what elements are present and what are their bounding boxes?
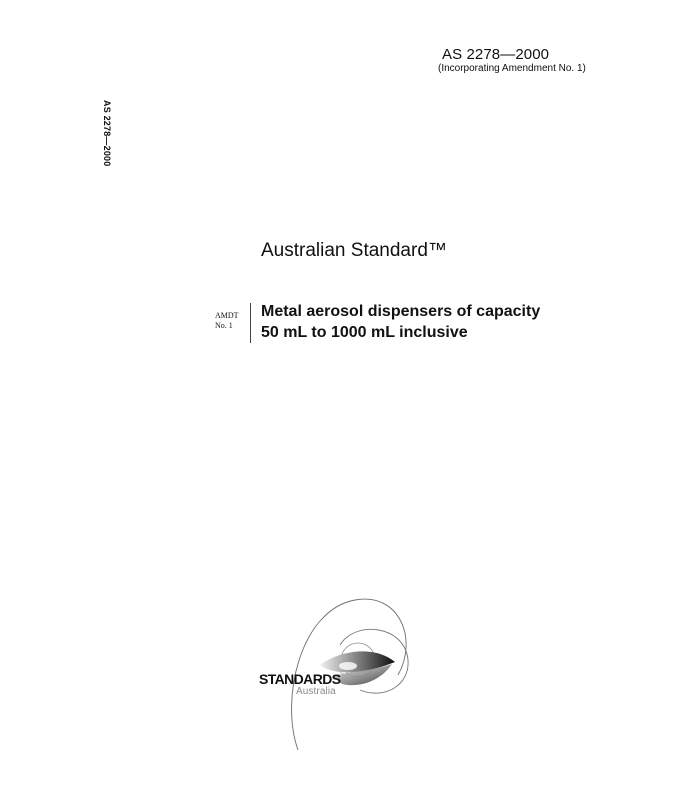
logo-wordmark: STANDARDS bbox=[259, 671, 341, 687]
amendment-marker-label: AMDT bbox=[215, 311, 239, 320]
title-line-2: 50 mL to 1000 mL inclusive bbox=[261, 324, 468, 341]
title-line-1: Metal aerosol dispensers of capacity bbox=[261, 303, 541, 320]
standard-type-heading: Australian Standard™ bbox=[261, 240, 447, 261]
amendment-marker bbox=[215, 311, 239, 331]
amendment-rule bbox=[250, 303, 251, 343]
amendment-note: (Incorporating Amendment No. 1) bbox=[438, 63, 586, 74]
document-number: AS 2278—2000 bbox=[442, 46, 550, 63]
document-title bbox=[261, 301, 540, 343]
amendment-marker-number: No. 1 bbox=[215, 321, 233, 330]
spine-document-number: AS 2278—2000 bbox=[102, 100, 112, 167]
logo-subword: Australia bbox=[296, 686, 336, 697]
